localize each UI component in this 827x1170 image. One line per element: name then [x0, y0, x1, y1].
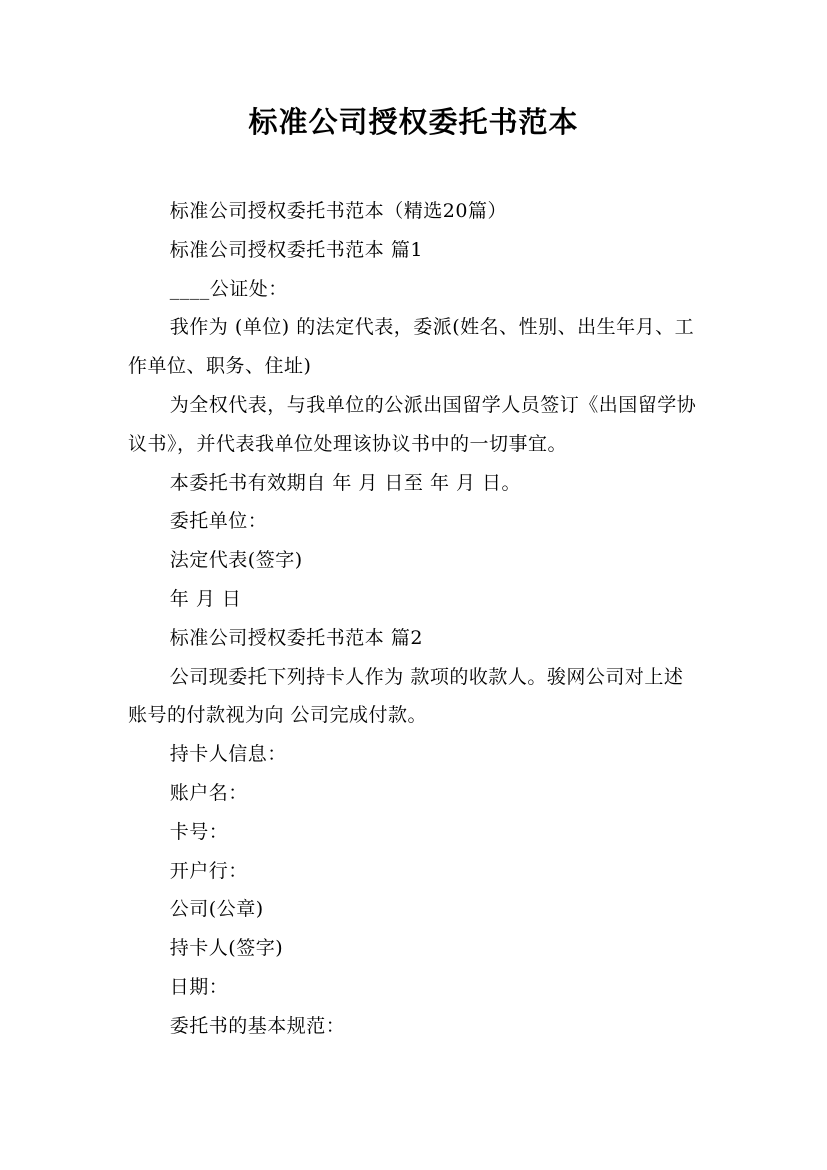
paragraph-payee: 公司现委托下列持卡人作为 款项的收款人。骏网公司对上述账号的付款视为向 公司完成付款。 [128, 665, 684, 727]
paragraph-bank: 开户行： [169, 859, 248, 882]
paragraph-validity: 本委托书有效期自 年 月 日至 年 月 日。 [169, 471, 522, 494]
paragraph-date-2: 日期： [169, 975, 229, 998]
paragraph-addressee: ____公证处： [169, 277, 288, 300]
section-heading-1: 标准公司授权委托书范本 篇1 [169, 238, 423, 261]
paragraph-account-name: 账户名： [169, 781, 248, 804]
paragraph-entrusting-unit: 委托单位： [169, 510, 268, 533]
paragraph-appointment: 我作为 (单位) 的法定代表，委派(姓名、性别、出生年月、工作单位、职务、住址) [128, 316, 695, 378]
paragraph-authority: 为全权代表，与我单位的公派出国留学人员签订《出国留学协议书》，并代表我单位处理该协议书中的一切事宜。 [128, 393, 697, 455]
paragraph-basic-norms: 委托书的基本规范： [169, 1014, 346, 1037]
document-body [128, 192, 702, 1046]
paragraph-subtitle: 标准公司授权委托书范本（精选20篇） [169, 200, 507, 222]
paragraph-cardholder-signature: 持卡人(签字) [169, 937, 284, 960]
paragraph-date-1: 年 月 日 [169, 587, 242, 610]
section-heading-2: 标准公司授权委托书范本 篇2 [169, 626, 423, 649]
paragraph-card-number: 卡号： [169, 820, 229, 843]
paragraph-cardholder-info: 持卡人信息： [169, 743, 287, 766]
paragraph-legal-rep-signature: 法定代表(签字) [169, 549, 303, 572]
document-title: 标准公司授权委托书范本 [248, 105, 579, 139]
paragraph-company-seal: 公司(公章) [169, 898, 264, 921]
